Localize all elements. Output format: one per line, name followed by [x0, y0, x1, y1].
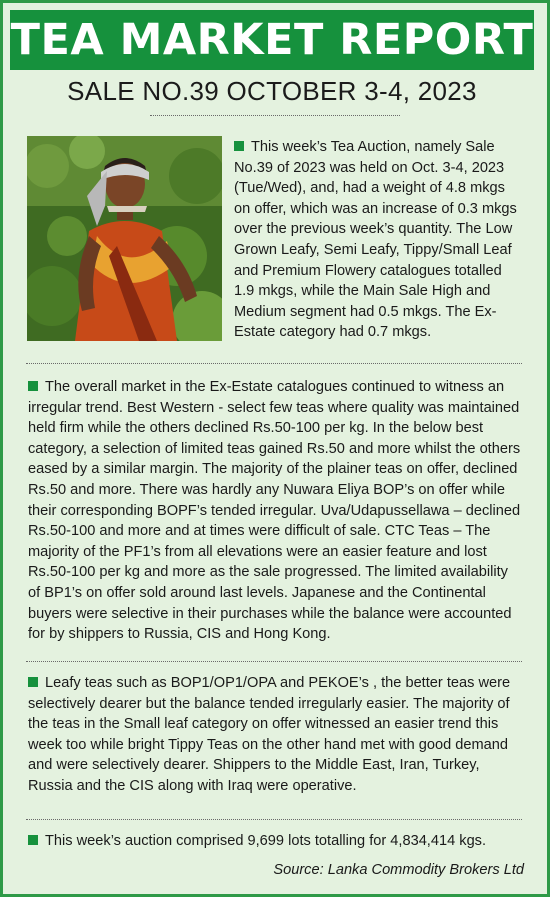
bullet-square-icon [28, 835, 38, 845]
subtitle-divider [150, 115, 400, 116]
report-title: TEA MARKET REPORT [10, 10, 534, 70]
intro-paragraph [234, 137, 524, 343]
sale-subtitle: SALE NO.39 OCTOBER 3-4, 2023 [67, 76, 477, 106]
ex-estate-paragraph [28, 377, 524, 645]
tea-plucker-photo [27, 136, 222, 341]
leafy-text: Leafy teas such as BOP1/OP1/OPA and PEKOE’s , the better teas were selectively dearer but the balance tended irregularly easier. The majority of the teas in the Small leaf category on offer witnessed an easier trend this week too while bright Tippy Teas on the other hand met with good demand and were selectively dearer. Shippers to the Middle East, Iran, Turkey, Russia and the CIS along with Iraq were operative. [28, 675, 511, 794]
ex-estate-text: The overall market in the Ex-Estate catalogues continued to witness an irregular trend. Best Western - select few teas where quality was maintained held firm while the others declined Rs.50-100 per kg. In the below best category, a selection of limited teas gained Rs.50 and more whilst the others eased by a similar margin. The majority of the plainer teas on offer, declined Rs.50 and more. There was hardly any Nuwara Eliya BOP’s on offer while their corresponding BOPF’s tended irregular. Uva/Udapussellawa – declined Rs.50-100 and more and at times were difficult of sale. CTC Teas – The majority of the PF1’s from all elevations were an easier feature and lost Rs.50-100 per kg and more as the sale progressed. The limited availability of BP1’s on offer sold around last levels. Japanese and the Continental buyers were selective in their purchases while the balance were accounted for by shippers to Russia, CIS and Hong Kong. [28, 379, 521, 643]
section-divider-3 [26, 819, 522, 820]
leafy-paragraph [28, 673, 524, 797]
summary-paragraph [28, 831, 538, 852]
bullet-square-icon [28, 677, 38, 687]
bullet-square-icon [234, 141, 244, 151]
source-credit: Source: Lanka Commodity Brokers Ltd [273, 862, 524, 878]
summary-text: This week’s auction comprised 9,699 lots totalling for 4,834,414 kgs. [45, 833, 487, 849]
bullet-square-icon [28, 381, 38, 391]
section-divider-2 [26, 661, 522, 662]
section-divider-1 [26, 363, 522, 364]
intro-text: This week’s Tea Auction, namely Sale No.39 of 2023 was held on Oct. 3-4, 2023 (Tue/Wed), and, had a weight of 4.8 mkgs on offer, which was an increase of 0.3 mkgs over the previous week’s quantity. The Low Grown Leafy, Semi Leafy, Tippy/Small Leaf and Premium Flowery catalogues totalled 1.9 mkgs, while the Main Sale High and Medium segment had 0.5 mkgs. The Ex-Estate category had 0.7 mkgs. [234, 139, 517, 341]
tea-plucker-illustration [27, 136, 222, 341]
